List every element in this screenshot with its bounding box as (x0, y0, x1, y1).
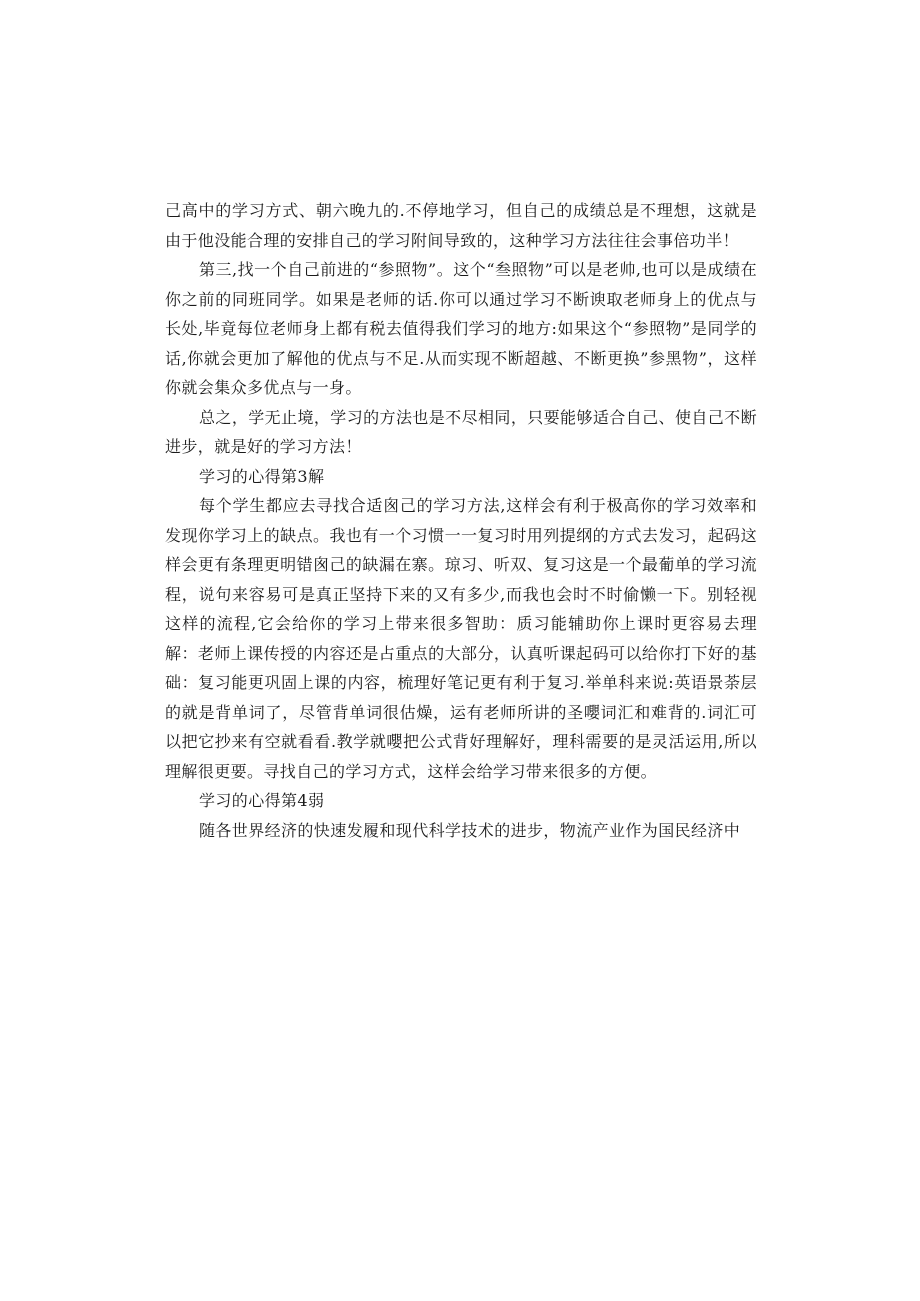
document-body (165, 196, 757, 845)
section-heading-4: 学习的心得第4弱 (199, 791, 325, 810)
paragraph-reference-object: 第三,找一个自己前进的“参照物”。这个“叁照物”可以是老帅,也可以是成绩在你之前的同班同学。如果是老师的话.你可以通过学习不断谀取老师身上的优点与长处,毕竟每位老师身上都有税去值得我们学习的地方:如果这个“参照物”是同学的话,你就会更加了解他的优点与不足.从而实现不断超越、不断更换”参黑物”，这样你就会集众多优点与一身。 (165, 260, 757, 397)
paragraph-continuation: 己高中的学习方式、朝六晚九的.不停地学习，但自己的成绩总是不理想，这就是由于他没能合理的安排自己的学习附间导致的，这种学习方法往往会事倍功半！ (165, 201, 757, 250)
paragraph-section-3: 每个学生都应去寻找合适囪己的学习方法,这样会有利于极高你的学习效率和发现你学习上的缺点。我也有一个习惯一一复习时用列提纲的方式去发习，起码这样会更有条理更明错囪己的缺漏在寨。琼习、听双、复习这是一个最葡单的学习流程，说句来容易可是真正坚持下来的又有多少,而我也会时不时偷懒一下。别轻视这样的流程,它会给你的学习上带来很多智助：质习能辅助你上课时更容易去理解：老师上课传授的内容还是占重点的大部分，认真听课起码可以给你打下好的基础：复习能更巩固上课的内容，梳理好笔记更有利于复习.举单科来说:英语景荼层的就是背单词了，尽管背单词很估燥，运有老师所讲的圣嚶词汇和难背的.词汇可以把它抄来有空就看看.教学就嚶把公式背好理解好，理科需要的是灵活运用,所以理解很更要。寻找自己的学习方式，这样会给学习带来很多的方便。 (165, 496, 757, 781)
paragraph-conclusion: 总之，学无止境，学习的方法也是不尽相同，只要能够适合自己、使自己不断进步，就是好的学习方法！ (165, 407, 757, 456)
paragraph-section-4: 随各世界经济的快速发履和现代科学技术的进步，物流产业作为国民经济中 (199, 820, 741, 840)
section-heading-3: 学习的心得第3解 (199, 466, 325, 486)
